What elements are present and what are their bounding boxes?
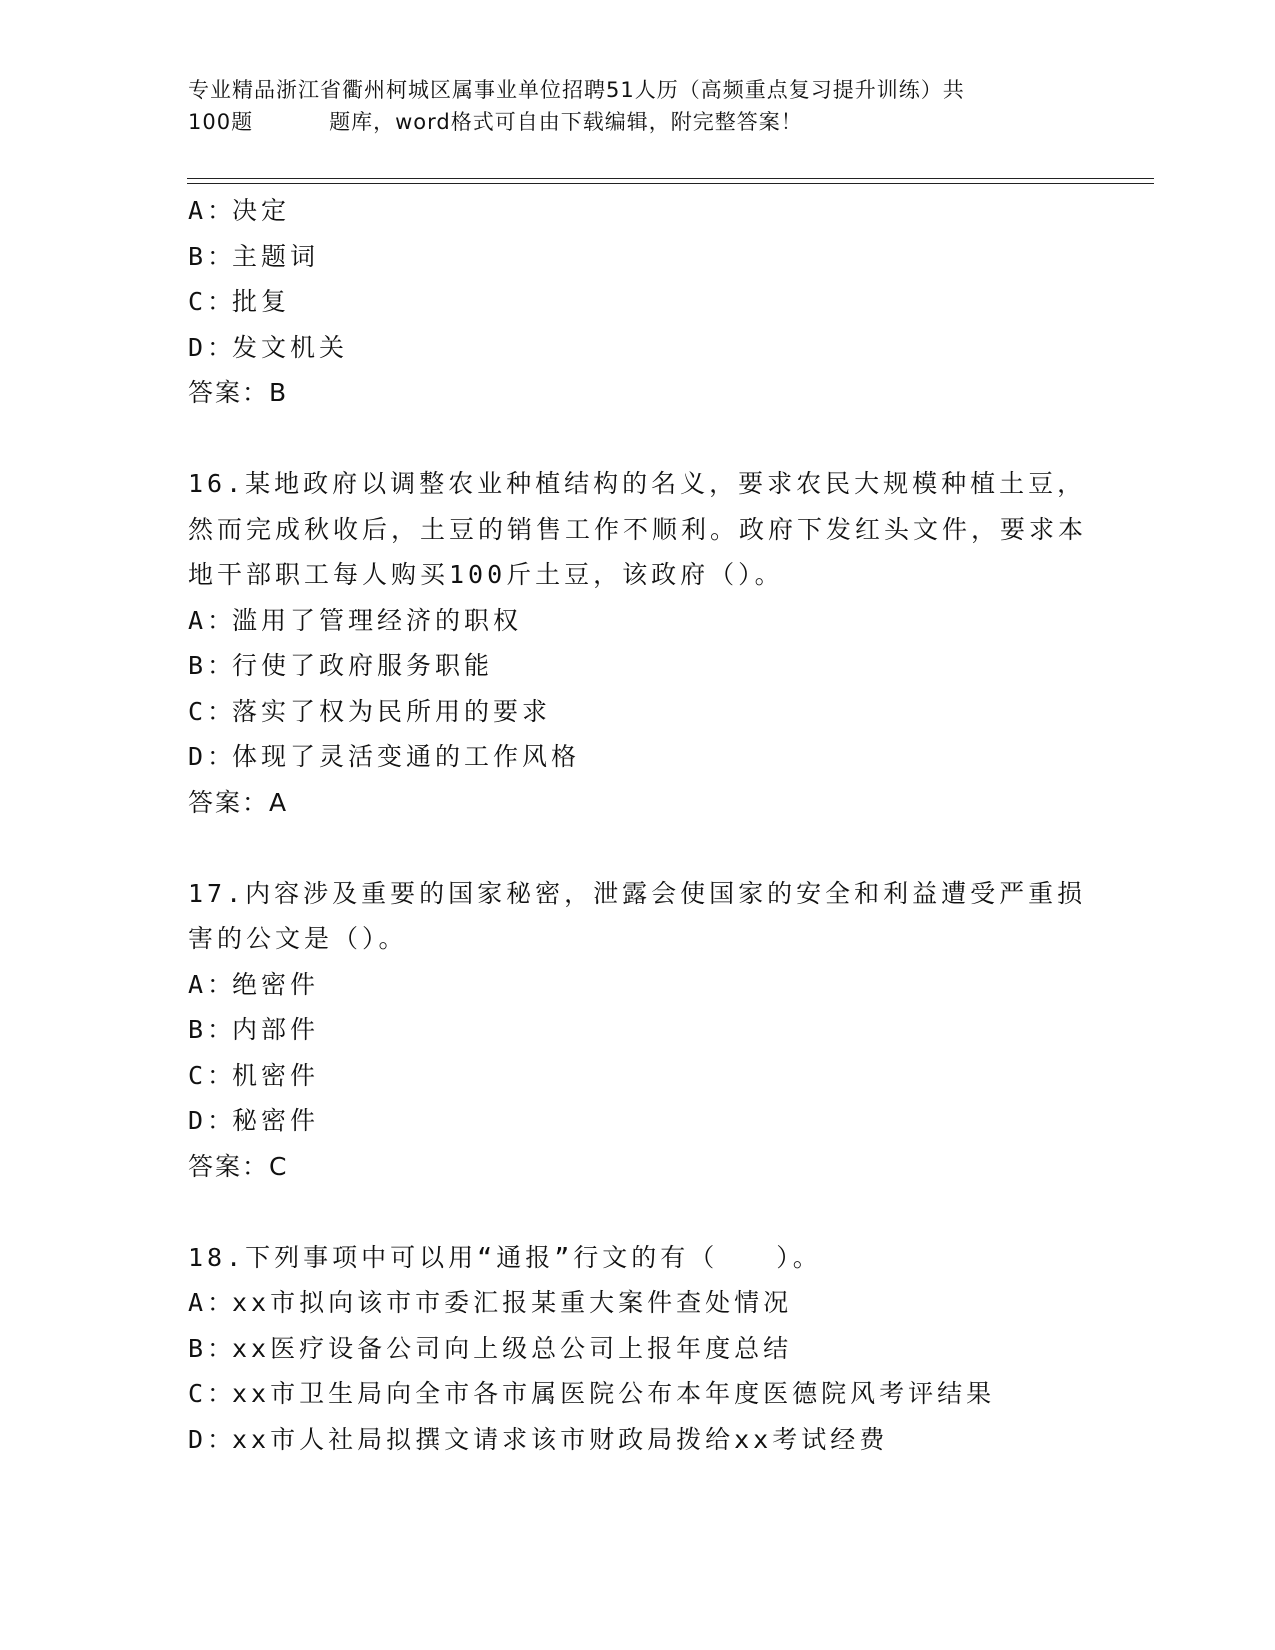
header-title-line2: [188, 106, 1088, 138]
question-17: [188, 871, 1088, 1190]
answer-line: 答案：A: [188, 787, 289, 817]
header-count: 100题: [188, 110, 254, 134]
option-b: B：xx医疗设备公司向上级总公司上报年度总结: [188, 1333, 793, 1363]
option-b: B：行使了政府服务职能: [188, 651, 494, 680]
question-15-continued: [188, 188, 1088, 416]
option-a: A：滥用了管理经济的职权: [188, 605, 523, 635]
question-text: 16.某地政府以调整农业种植结构的名义，要求农民大规模种植土豆，然而完成秋收后，土豆的销售工作不顺利。政府下发红头文件，要求本地干部职工每人购买100斤土豆，该政府（）。: [188, 469, 1088, 589]
header-title-line1: 专业精品浙江省衢州柯城区属事业单位招聘51人历（高频重点复习提升训练）共: [188, 78, 965, 102]
option-c: C：批复: [188, 287, 291, 316]
header-divider-top: [187, 178, 1154, 179]
answer-line: 答案：C: [188, 1151, 289, 1181]
question-18: [188, 1235, 1088, 1463]
option-c: C：机密件: [188, 1060, 320, 1090]
option-d: D：xx市人社局拟撰文请求该市财政局拨给xx考试经费: [188, 1424, 889, 1454]
page-header: [188, 74, 1088, 138]
option-d: D：发文机关: [188, 332, 349, 362]
option-a: A：xx市拟向该市市委汇报某重大案件查处情况: [188, 1288, 793, 1317]
option-b: B：主题词: [188, 241, 320, 271]
option-d: D：体现了灵活变通的工作风格: [188, 742, 581, 771]
option-b: B：内部件: [188, 1015, 320, 1044]
option-c: C：xx市卫生局向全市各市属医院公布本年度医德院风考评结果: [188, 1379, 996, 1408]
answer-line: 答案：B: [188, 378, 289, 407]
question-text: 18.下列事项中可以用“通报”行文的有（ ）。: [188, 1242, 822, 1272]
question-16: [188, 461, 1088, 825]
option-d: D：秘密件: [188, 1106, 320, 1135]
option-a: A：绝密件: [188, 969, 320, 999]
question-list: [188, 188, 1088, 1462]
question-text: 17.内容涉及重要的国家秘密，泄露会使国家的安全和利益遭受严重损害的公文是（）。: [188, 878, 1087, 953]
header-divider-bottom: [187, 183, 1154, 184]
option-c: C：落实了权为民所用的要求: [188, 696, 552, 726]
option-a: A：决定: [188, 196, 291, 225]
header-description: 题库，word格式可自由下载编辑，附完整答案！: [329, 110, 803, 134]
